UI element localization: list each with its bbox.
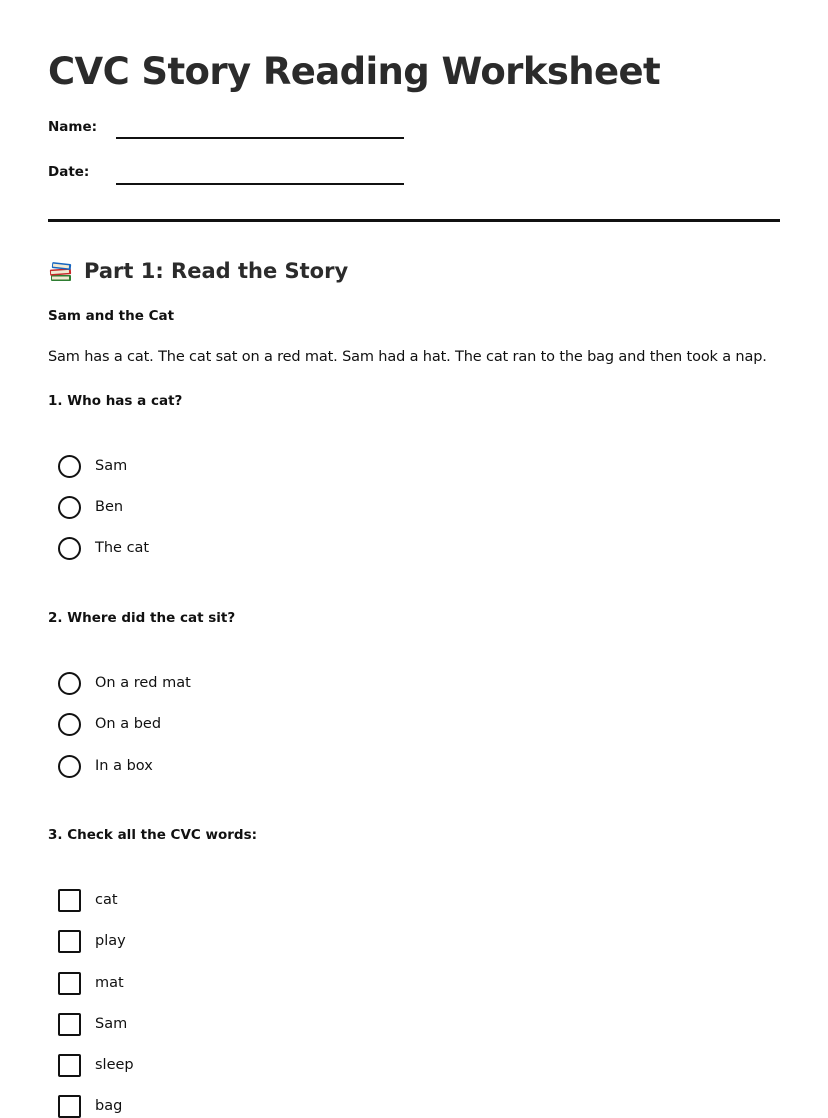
- checkbox[interactable]: [58, 1054, 81, 1077]
- q2-option-box[interactable]: [58, 754, 153, 778]
- page-title: CVC Story Reading Worksheet: [48, 50, 661, 93]
- story-title: Sam and the Cat: [48, 308, 175, 324]
- option-label: In a box: [95, 758, 153, 774]
- checkbox[interactable]: [58, 1095, 81, 1118]
- story-text: Sam has a cat. The cat sat on a red mat. Sam had a hat. The cat ran to the bag and then took a nap.: [48, 349, 767, 365]
- option-label: On a bed: [95, 716, 162, 732]
- question-1: 1. Who has a cat?: [48, 393, 183, 409]
- q2-option-red-mat[interactable]: [58, 671, 191, 695]
- checkbox[interactable]: [58, 930, 81, 953]
- q1-option-sam[interactable]: [58, 454, 127, 478]
- question-2: 2. Where did the cat sit?: [48, 610, 236, 626]
- option-label: bag: [95, 1098, 123, 1114]
- checkbox[interactable]: [58, 1013, 81, 1036]
- option-label: Sam: [95, 458, 128, 474]
- q3-option-cat[interactable]: [58, 888, 118, 912]
- q3-option-sam[interactable]: [58, 1012, 127, 1036]
- name-field[interactable]: [116, 137, 404, 139]
- radio-button[interactable]: [58, 672, 81, 695]
- part1-title: Part 1: Read the Story: [84, 259, 349, 283]
- date-field[interactable]: [116, 183, 404, 185]
- name-label: Name:: [48, 119, 98, 135]
- option-label: sleep: [95, 1057, 134, 1073]
- q3-option-sleep[interactable]: [58, 1053, 134, 1077]
- option-label: mat: [95, 975, 124, 991]
- option-label: Sam: [95, 1016, 128, 1032]
- radio-button[interactable]: [58, 455, 81, 478]
- header-divider: [48, 219, 780, 222]
- option-label: On a red mat: [95, 675, 191, 691]
- radio-button[interactable]: [58, 537, 81, 560]
- q2-option-bed[interactable]: [58, 712, 161, 736]
- question-3: 3. Check all the CVC words:: [48, 827, 258, 843]
- option-label: Ben: [95, 499, 124, 515]
- option-label: play: [95, 933, 126, 949]
- option-label: The cat: [95, 540, 150, 556]
- radio-button[interactable]: [58, 713, 81, 736]
- books-icon: [48, 258, 74, 284]
- part1-heading: [48, 255, 348, 287]
- q1-option-ben[interactable]: [58, 495, 123, 519]
- checkbox[interactable]: [58, 972, 81, 995]
- q3-option-play[interactable]: [58, 929, 126, 953]
- date-label: Date:: [48, 164, 90, 180]
- radio-button[interactable]: [58, 755, 81, 778]
- checkbox[interactable]: [58, 889, 81, 912]
- option-label: cat: [95, 892, 118, 908]
- q3-option-bag[interactable]: [58, 1094, 122, 1118]
- q3-option-mat[interactable]: [58, 971, 124, 995]
- radio-button[interactable]: [58, 496, 81, 519]
- q1-option-the-cat[interactable]: [58, 536, 149, 560]
